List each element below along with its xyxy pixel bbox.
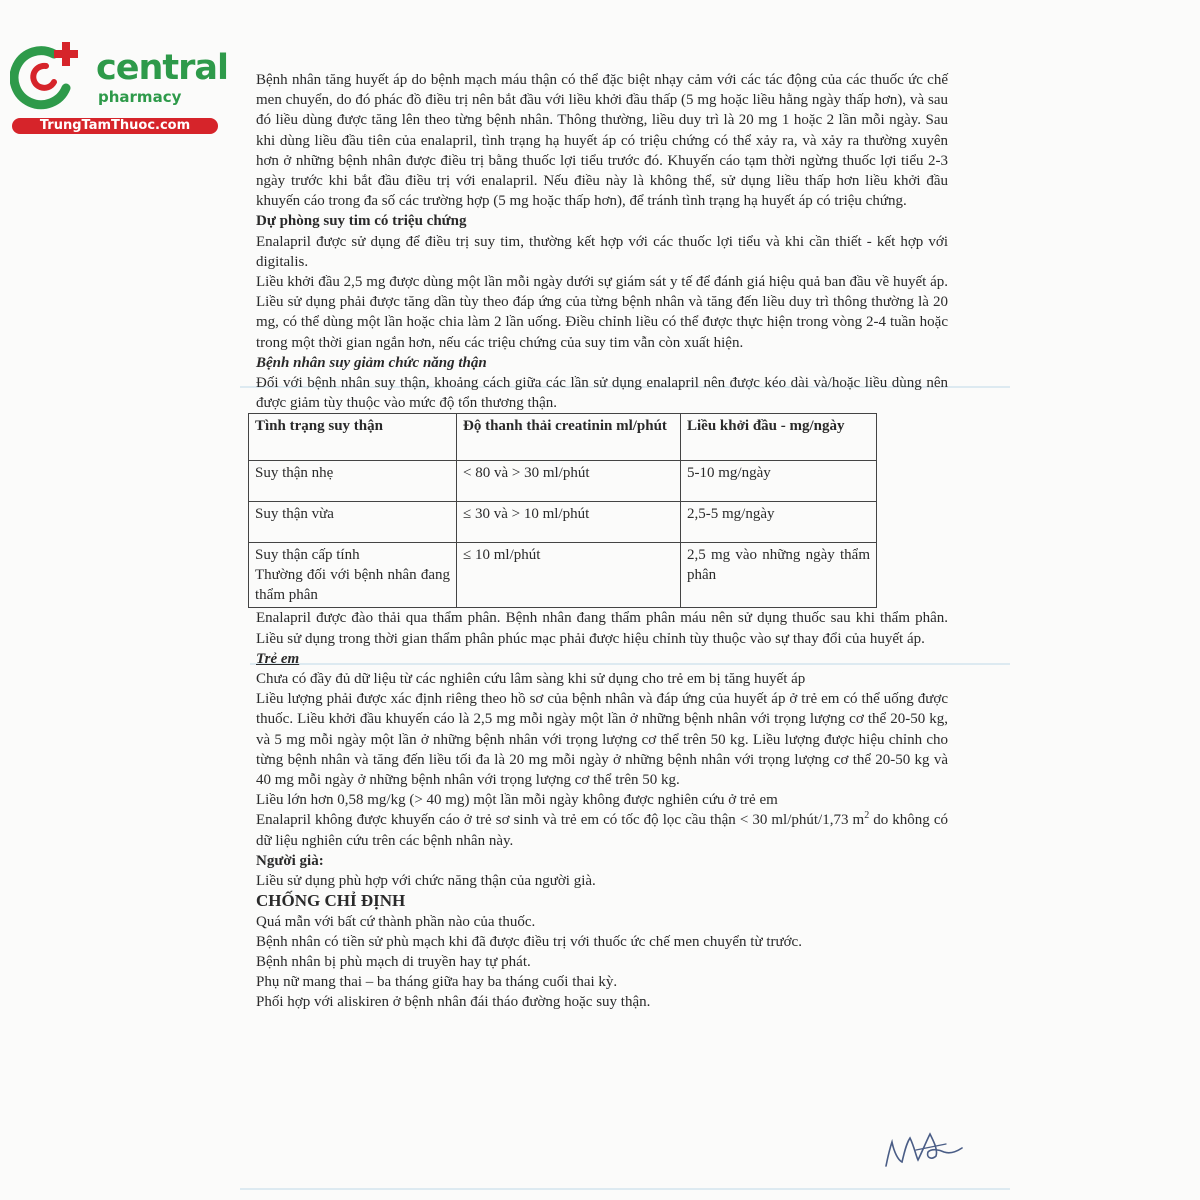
renal-impairment-paragraph: Đối với bệnh nhân suy thận, khoảng cách giữa các lần sử dụng enalapril nên được kéo dài và/hoặc liều dùng nên được giảm tùy thuộc vào mức độ tổn thương thận. — [256, 375, 948, 412]
table-cell-dose: 2,5-5 mg/ngày — [681, 502, 877, 543]
renal-dosing-table — [248, 413, 877, 608]
children-p4-text-end: do không có dữ liệu nghiên cứu trên các bệnh nhân này. — [256, 812, 948, 849]
intro-paragraph: Bệnh nhân tăng huyết áp do bệnh mạch máu thận có thể đặc biệt nhạy cảm với các tác động của các thuốc ức chế men chuyển, do đó phác đồ điều trị nên bắt đầu với liều khởi đầu thấp (5 mg hoặc liều hằng ngày thấp hơn), và sau đó liều dùng được tăng lên theo từng bệnh nhân. Thông thường, liều duy trì là 20 mg 1 hoặc 2 lần mỗi ngày. Sau khi dùng liều đầu tiên của enalapril, tình trạng hạ huyết áp có triệu chứng có thể xảy ra, và xảy ra thường xuyên hơn ở những bệnh nhân được điều trị bằng thuốc lợi tiểu trước đó. Khuyến cáo tạm thời ngừng thuốc lợi tiểu 2-3 ngày trước khi bắt đầu điều trị với enalapril. Nếu điều này là không thể, sử dụng liều thấp hơn liều khởi đầu khuyến cáo trong đa số các trường hợp (5 mg hoặc thấp hơn), để tránh tình trạng hạ huyết áp có triệu chứng. — [256, 72, 948, 210]
table-header-cell: Độ thanh thải creatinin ml/phút — [457, 414, 681, 461]
table-cell-condition-name: Suy thận cấp tính — [255, 547, 360, 564]
brand-logo — [10, 40, 229, 140]
brand-website-link[interactable]: TrungTamThuoc.com — [12, 118, 218, 134]
elderly-heading: Người già: — [256, 852, 324, 869]
contraindication-item: Bệnh nhân bị phù mạch di truyền hay tự phát. — [256, 953, 531, 970]
heart-failure-dosing-paragraph: Liều khởi đầu 2,5 mg được dùng một lần mỗi ngày dưới sự giám sát y tế để đánh giá hiệu quả ban đầu về huyết áp. Liều sử dụng phải được tăng dần tùy theo đáp ứng của từng bệnh nhân và tăng đến liều duy trì thông thường là 20 mg, có thể dùng một lần hoặc chia làm 2 lần uống. Điều chỉnh liều có thể được thực hiện trong vòng 2-4 tuần hoặc trong một thời gian ngắn hơn, nếu các triệu chứng của suy tim vẫn còn xuất hiện. — [256, 274, 948, 351]
contraindication-item: Quá mẫn với bất cứ thành phần nào của thuốc. — [256, 913, 536, 930]
table-row — [249, 543, 877, 608]
children-paragraph-2: Liều lượng phải được xác định riêng theo hồ sơ của bệnh nhân và đáp ứng của huyết áp ở trẻ em có thể uống được thuốc. Liều khởi đầu khuyến cáo là 2,5 mg mỗi ngày một lần ở những bệnh nhân với trọng lượng cơ thể 20-50 kg, và 5 mg mỗi ngày một lần ở những bệnh nhân với trọng lượng cơ thể trên 50 kg. Liều lượng được hiệu chỉnh cho từng bệnh nhân và tăng đến liều tối đa là 20 mg mỗi ngày ở những bệnh nhân với trọng lượng cơ thể 20-50 kg và 40 mg mỗi ngày ở những bệnh nhân với trọng lượng cơ thể trên 50 kg. — [256, 691, 948, 789]
table-cell-clearance: ≤ 10 ml/phút — [457, 543, 681, 608]
brand-name: central — [96, 48, 229, 88]
heart-failure-heading: Dự phòng suy tim có triệu chứng — [256, 213, 467, 230]
renal-impairment-heading: Bệnh nhân suy giảm chức năng thận — [256, 354, 487, 371]
table-header-cell: Liều khởi đầu - mg/ngày — [681, 414, 877, 461]
children-heading: Trẻ em — [256, 650, 300, 667]
scan-line — [240, 1188, 1010, 1190]
central-pharmacy-logo-mark — [10, 40, 90, 110]
contraindication-item: Bệnh nhân có tiền sử phù mạch khi đã được điều trị với thuốc ức chế men chuyển từ trước. — [256, 933, 802, 950]
table-cell-clearance: ≤ 30 và > 10 ml/phút — [457, 502, 681, 543]
contraindication-item: Phối hợp với aliskiren ở bệnh nhân đái tháo đường hoặc suy thận. — [256, 994, 651, 1011]
table-row — [249, 461, 877, 502]
table-row — [249, 502, 877, 543]
table-cell-condition: Suy thận nhẹ — [249, 461, 457, 502]
superscript: 2 — [864, 810, 870, 822]
heart-failure-paragraph: Enalapril được sử dụng để điều trị suy tim, thường kết hợp với các thuốc lợi tiểu và khi cần thiết - kết hợp với digitalis. — [256, 233, 948, 270]
children-p4-text: Enalapril không được khuyến cáo ở trẻ sơ sinh và trẻ em có tốc độ lọc cầu thận < 30 ml/phút/1,73 m — [256, 812, 865, 829]
children-paragraph-3: Liều lớn hơn 0,58 mg/kg (> 40 mg) một lần mỗi ngày không được nghiên cứu ở trẻ em — [256, 792, 778, 809]
table-cell-dose: 5-10 mg/ngày — [681, 461, 877, 502]
table-cell-condition — [249, 543, 457, 608]
handwritten-signature — [880, 1126, 966, 1172]
table-header-row — [249, 414, 877, 461]
document-body — [256, 70, 948, 1013]
children-paragraph-4 — [256, 810, 948, 850]
children-paragraph-1: Chưa có đầy đủ dữ liệu từ các nghiên cứu lâm sàng khi sử dụng cho trẻ em bị tăng huyết áp — [256, 671, 806, 688]
table-cell-clearance: < 80 và > 30 ml/phút — [457, 461, 681, 502]
table-cell-condition-note: Thường đối với bệnh nhân đang thẩm phân — [255, 567, 450, 604]
contraindication-item: Phụ nữ mang thai – ba tháng giữa hay ba tháng cuối thai kỳ. — [256, 974, 618, 991]
table-header-cell: Tình trạng suy thận — [249, 414, 457, 461]
elderly-paragraph: Liều sử dụng phù hợp với chức năng thận của người già. — [256, 873, 596, 890]
table-cell-dose: 2,5 mg vào những ngày thẩm phân — [681, 543, 877, 608]
table-cell-condition: Suy thận vừa — [249, 502, 457, 543]
dialysis-paragraph: Enalapril được đào thải qua thẩm phân. Bệnh nhân đang thẩm phân máu nên sử dụng thuốc sau khi thẩm phân. Liều sử dụng trong thời gian thẩm phân phúc mạc phải được hiệu chỉnh tùy thuộc vào sự thay đổi của huyết áp. — [256, 610, 948, 647]
brand-subtitle: pharmacy — [98, 88, 182, 106]
contraindications-heading: CHỐNG CHỈ ĐỊNH — [256, 891, 406, 911]
